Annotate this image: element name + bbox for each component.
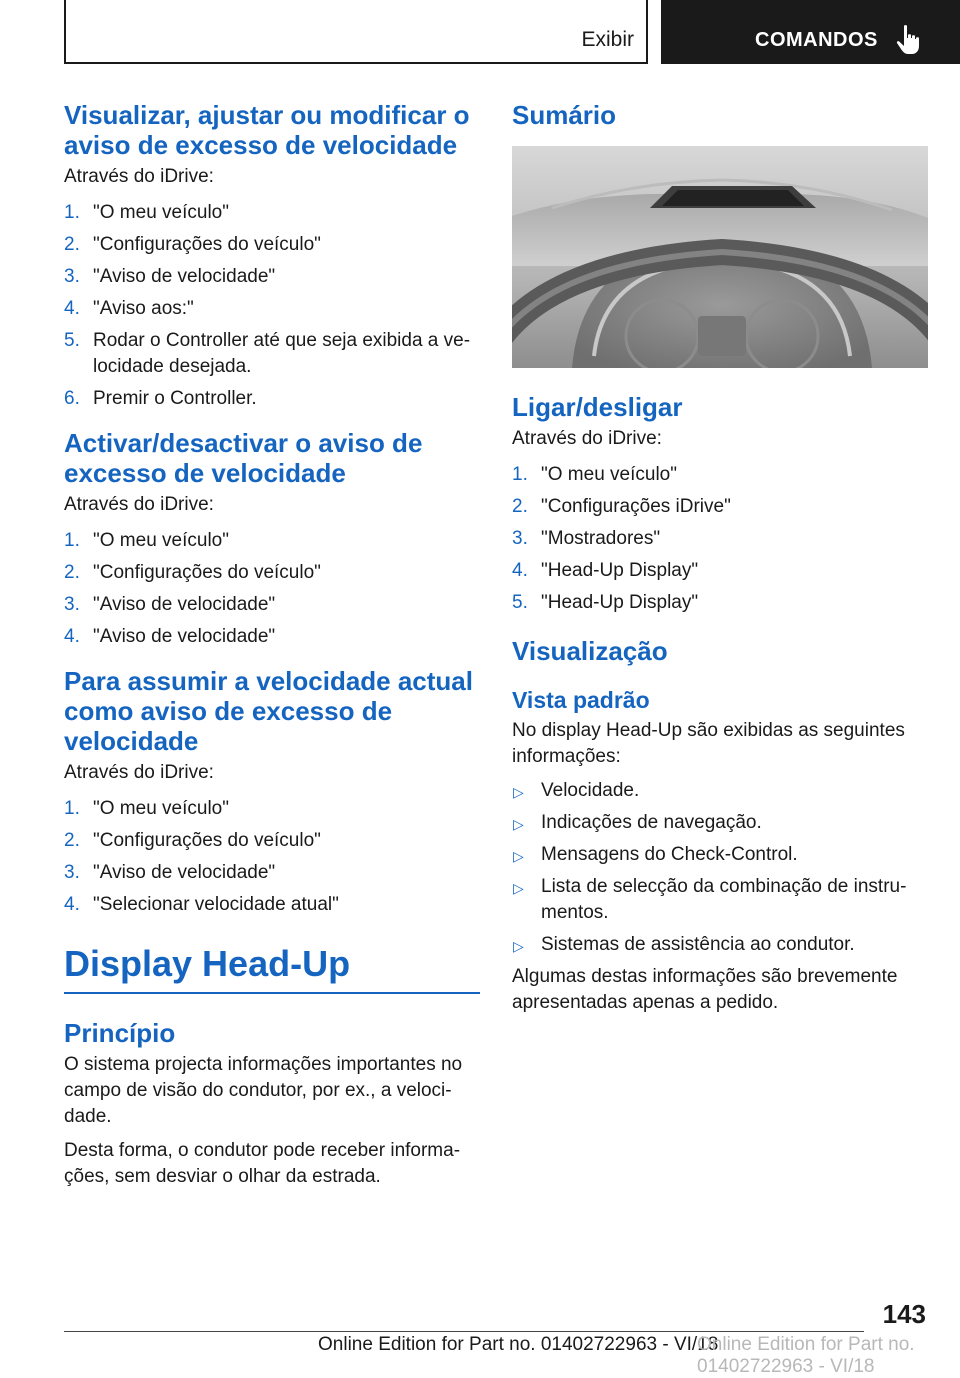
step-number: 3. [64,594,80,615]
section-intro: Através do iDrive: [512,428,662,449]
step-item [64,386,480,412]
list-item-text: Mensagens do Check-Control. [541,844,798,865]
section-title: Activar/desactivar o aviso de excesso de velocidade [64,428,423,488]
section-speed-warning-toggle [64,428,480,650]
step-number: 2. [64,562,80,583]
step-item [64,528,480,554]
section-summary [512,100,928,368]
paragraph: Desta forma, o condutor pode receber informa-ções, sem desviar o olhar da estrada. [64,1140,461,1187]
step-number: 4. [64,626,80,647]
step-number: 4. [512,560,528,581]
step-number: 1. [64,202,80,223]
step-number: 1. [64,798,80,819]
step-item [64,796,480,822]
footer-divider [64,1331,864,1332]
triangle-bullet-icon: ▷ [513,880,524,896]
step-text: Premir o Controller. [93,388,257,409]
section-intro: Através do iDrive: [64,166,214,187]
section-title: Princípio [64,1018,176,1048]
step-text: "Configurações do veículo" [93,830,321,851]
footer-watermark: Online Edition for Part no. 01402722963 - VI/18 [697,1334,915,1377]
section-display [512,636,928,1016]
step-number: 3. [64,862,80,883]
pointing-hand-icon [896,24,922,56]
section-title: Visualizar, ajustar ou modificar o aviso de excesso de velocidade [64,100,470,160]
list-item-text: Sistemas de assistência ao condutor. [541,934,855,955]
header-chapter-label: COMANDOS [755,29,878,51]
chapter-title: Display Head-Up [64,942,480,994]
page-number: 143 [882,1299,926,1329]
list-item [512,810,928,836]
step-text: "Configurações do veículo" [93,234,321,255]
section-title: Visualização [512,636,668,666]
section-subtitle: Vista padrão [512,687,650,713]
triangle-bullet-icon: ▷ [513,848,524,864]
step-item [64,624,480,650]
right-column [512,100,928,1016]
step-list [64,200,480,412]
step-item [64,296,480,322]
step-number: 5. [512,592,528,613]
step-text: "Head-Up Display" [541,560,699,581]
footer-edition: Online Edition for Part no. 01402722963 - VI/18 [318,1334,719,1355]
step-number: 2. [64,830,80,851]
step-text: "Configurações do veículo" [93,562,321,583]
section-principle [64,1018,480,1190]
step-item [512,526,928,552]
triangle-bullet-icon: ▷ [513,816,524,832]
list-item-text: Lista de selecção da combinação de instru-mentos. [541,876,907,923]
list-item [512,842,928,868]
list-item [512,932,928,958]
section-title: Ligar/desligar [512,392,683,422]
step-text: "Selecionar velocidade atual" [93,894,339,915]
step-number: 5. [64,330,80,351]
step-item [64,560,480,586]
section-title: Para assumir a velocidade actual como aviso de excesso de velocidade [64,666,473,756]
head-up-display-photo [512,146,928,368]
step-number: 4. [64,298,80,319]
paragraph: O sistema projecta informações importantes no campo de visão do condutor, por ex., a veloci-dade. [64,1054,463,1127]
bullet-list [512,778,928,958]
section-intro: Através do iDrive: [64,494,214,515]
step-item [512,462,928,488]
step-item [64,860,480,886]
step-number: 4. [64,894,80,915]
step-number: 2. [64,234,80,255]
step-text: "Head-Up Display" [541,592,699,613]
list-item-text: Indicações de navegação. [541,812,762,833]
step-list [512,462,928,616]
step-item [64,892,480,918]
header-section-label: Exibir [581,28,634,51]
step-item [64,828,480,854]
step-text: "Aviso de velocidade" [93,862,276,883]
step-number: 3. [512,528,528,549]
step-number: 6. [64,388,80,409]
step-text: "Aviso de velocidade" [93,266,276,287]
step-number: 3. [64,266,80,287]
step-text: "O meu veículo" [93,202,229,223]
step-item [64,592,480,618]
section-intro: No display Head-Up são exibidas as seguintes informações: [512,720,905,767]
step-list [64,796,480,918]
section-assume-current-speed [64,666,480,918]
triangle-bullet-icon: ▷ [513,938,524,954]
left-column [64,100,480,1190]
step-text: "Mostradores" [541,528,661,549]
list-item [512,778,928,804]
step-item [64,200,480,226]
step-text: "Aviso aos:" [93,298,194,319]
step-item [64,264,480,290]
step-item [512,558,928,584]
step-text: "Aviso de velocidade" [93,594,276,615]
step-item [512,590,928,616]
step-number: 1. [64,530,80,551]
step-list [64,528,480,650]
section-intro: Através do iDrive: [64,762,214,783]
step-number: 1. [512,464,528,485]
triangle-bullet-icon: ▷ [513,784,524,800]
paragraph: Algumas destas informações são brevemente apresentadas apenas a pedido. [512,966,898,1013]
step-number: 2. [512,496,528,517]
section-title: Sumário [512,100,617,130]
step-text: "O meu veículo" [93,798,229,819]
header-section-box [64,0,648,64]
step-text: "O meu veículo" [93,530,229,551]
step-item [512,494,928,520]
step-item [64,232,480,258]
step-text: "O meu veículo" [541,464,677,485]
header-chapter-tab [661,0,960,64]
step-text: "Configurações iDrive" [541,496,731,517]
step-text: Rodar o Controller até que seja exibida a ve-locidade desejada. [93,330,471,377]
step-item [64,328,480,380]
section-speed-warning-edit [64,100,480,412]
list-item-text: Velocidade. [541,780,640,801]
section-on-off [512,392,928,616]
step-text: "Aviso de velocidade" [93,626,276,647]
list-item [512,874,928,926]
